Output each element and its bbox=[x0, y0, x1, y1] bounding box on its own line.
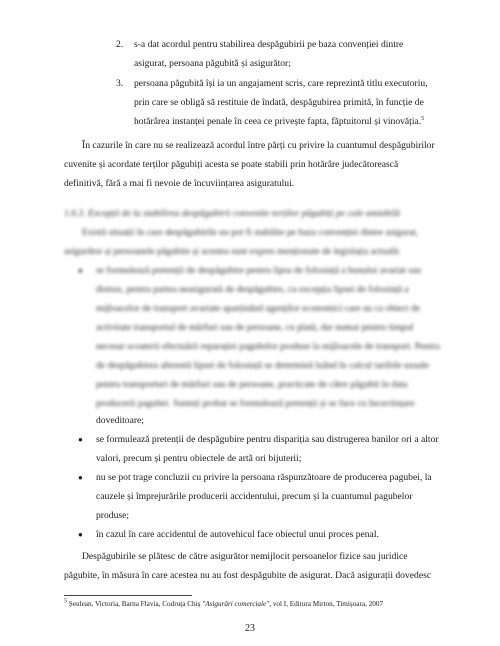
bullet-line: valori, precum și pentru obiectele de artă ori bijuterii; bbox=[96, 453, 302, 464]
paragraph-line: asigurător și persoanele păgubite și acestea sunt expres menționate de legislația actuală: bbox=[64, 246, 401, 257]
bullet-line: nu se pot trage concluzii cu privire la persoana răspunzătoare de producerea pagubei, la bbox=[96, 472, 432, 483]
bullet-line: distrus, pentru partea neasigurată de despăgubire, cu excepția lipsei de folosință a bbox=[96, 284, 409, 295]
list-item-line: s-a dat acordul pentru stabilirea despăgubirii pe baza convenției dintre bbox=[134, 39, 404, 50]
list-item-line: asigurat, persoana păgubită și asigurător; bbox=[134, 58, 291, 69]
bullet-line: cauzele și împrejurările producerii accidentului, precum și la cuantumul pagubelor bbox=[96, 491, 413, 502]
bullet-icon: ● bbox=[78, 530, 83, 539]
bullet-continuation: doveditoare; bbox=[96, 415, 144, 426]
footnote-ref: 5 bbox=[421, 115, 425, 122]
bullet-line: mijloacelor de transport avariate aparținând agenților economici care au ca obiect de bbox=[96, 303, 421, 314]
list-number: 3. bbox=[116, 78, 124, 89]
list-number: 2. bbox=[116, 39, 124, 50]
bullet-icon: ● bbox=[78, 266, 83, 275]
footnote-number: 5 bbox=[64, 598, 67, 605]
footnote bbox=[64, 599, 383, 609]
paragraph-line: Despăgubirile se plătesc de către asigurător nemijlocit persoanelor fizice sau juridice bbox=[82, 551, 408, 562]
paragraph-line: definitivă, fără a mai fi nevoie de încuviințarea asiguratului. bbox=[64, 178, 295, 189]
bullet-line: activitate transportul de mărfuri sau de persoane, cu plată, dar numai pentru timpul bbox=[96, 322, 414, 333]
footnote-title: "Asigurări comerciale" bbox=[202, 600, 270, 608]
list-item-line: prin care se obligă să restituie de îndată, despăgubirea primită, în funcție de bbox=[134, 97, 424, 108]
footnote-suffix: , vol I, Editura Mirton, Timișoara, 2007 bbox=[269, 600, 384, 608]
bullet-line: se formulează pretenții de despăgubire pentru lipsa de folosință a bunului avariat sau bbox=[96, 265, 422, 276]
list-item-line: persoana păgubită își ia un angajament scris, care reprezintă titlu executoriu, bbox=[134, 78, 428, 89]
footnote-divider bbox=[64, 595, 192, 596]
bullet-icon: ● bbox=[78, 473, 83, 482]
bullet-line: produse; bbox=[96, 510, 130, 521]
bullet-line: necesar scoaterii efectuării reparației pagubelor produse la mijloacele de transport. Pentru bbox=[96, 341, 440, 352]
paragraph-line: În cazurile în care nu se realizează acordul între părți cu privire la cuantumul despăgubirilor bbox=[82, 140, 435, 151]
paragraph-line: păgubite, în măsura în care acestea nu au fost despăgubite de asigurat. Dacă asigurații dovedesc bbox=[64, 570, 432, 581]
bullet-line: se formulează pretenții de despăgubire pentru dispariția sau distrugerea banilor ori a altor bbox=[96, 434, 439, 445]
bullet-line: de despăgubirea aferentă lipsei de folosință se determină luând în calcul tarifele uzuale bbox=[96, 360, 429, 371]
bullet-line: în cazul în care accidentul de autovehicul face obiectul unui proces penal. bbox=[96, 529, 379, 540]
list-item-text: hotărârea instanței penale în ceea ce privește fapta, făptuitorul și vinovăția. bbox=[134, 116, 422, 127]
section-heading: 1.6.3. Excepții de la stabilirea despăgubirii convenite terților păgubiți pe cale amiabilă bbox=[64, 208, 400, 219]
page-number: 23 bbox=[245, 623, 255, 634]
list-item-line bbox=[134, 116, 424, 128]
bullet-icon: ● bbox=[78, 435, 83, 444]
footnote-prefix: Șeulean, Victoria, Barna Flavia, Codruța Chiș bbox=[68, 600, 203, 608]
bullet-line: producerii pagubei. Sunteți probat se formulează pretenții și se face cu încuviințare bbox=[96, 398, 415, 409]
paragraph-line: cuvenite și acordate terților păgubiți acesta se poate stabili prin hotărâre judecătorească bbox=[64, 159, 399, 170]
paragraph-line: Există situații în care despăgubirile nu pot fi stabilite pe baza convenției dintre asigurat, bbox=[82, 227, 419, 238]
bullet-line: pentru transporturi de mărfuri sau de persoane, practicate de către păgubit în data bbox=[96, 379, 408, 390]
